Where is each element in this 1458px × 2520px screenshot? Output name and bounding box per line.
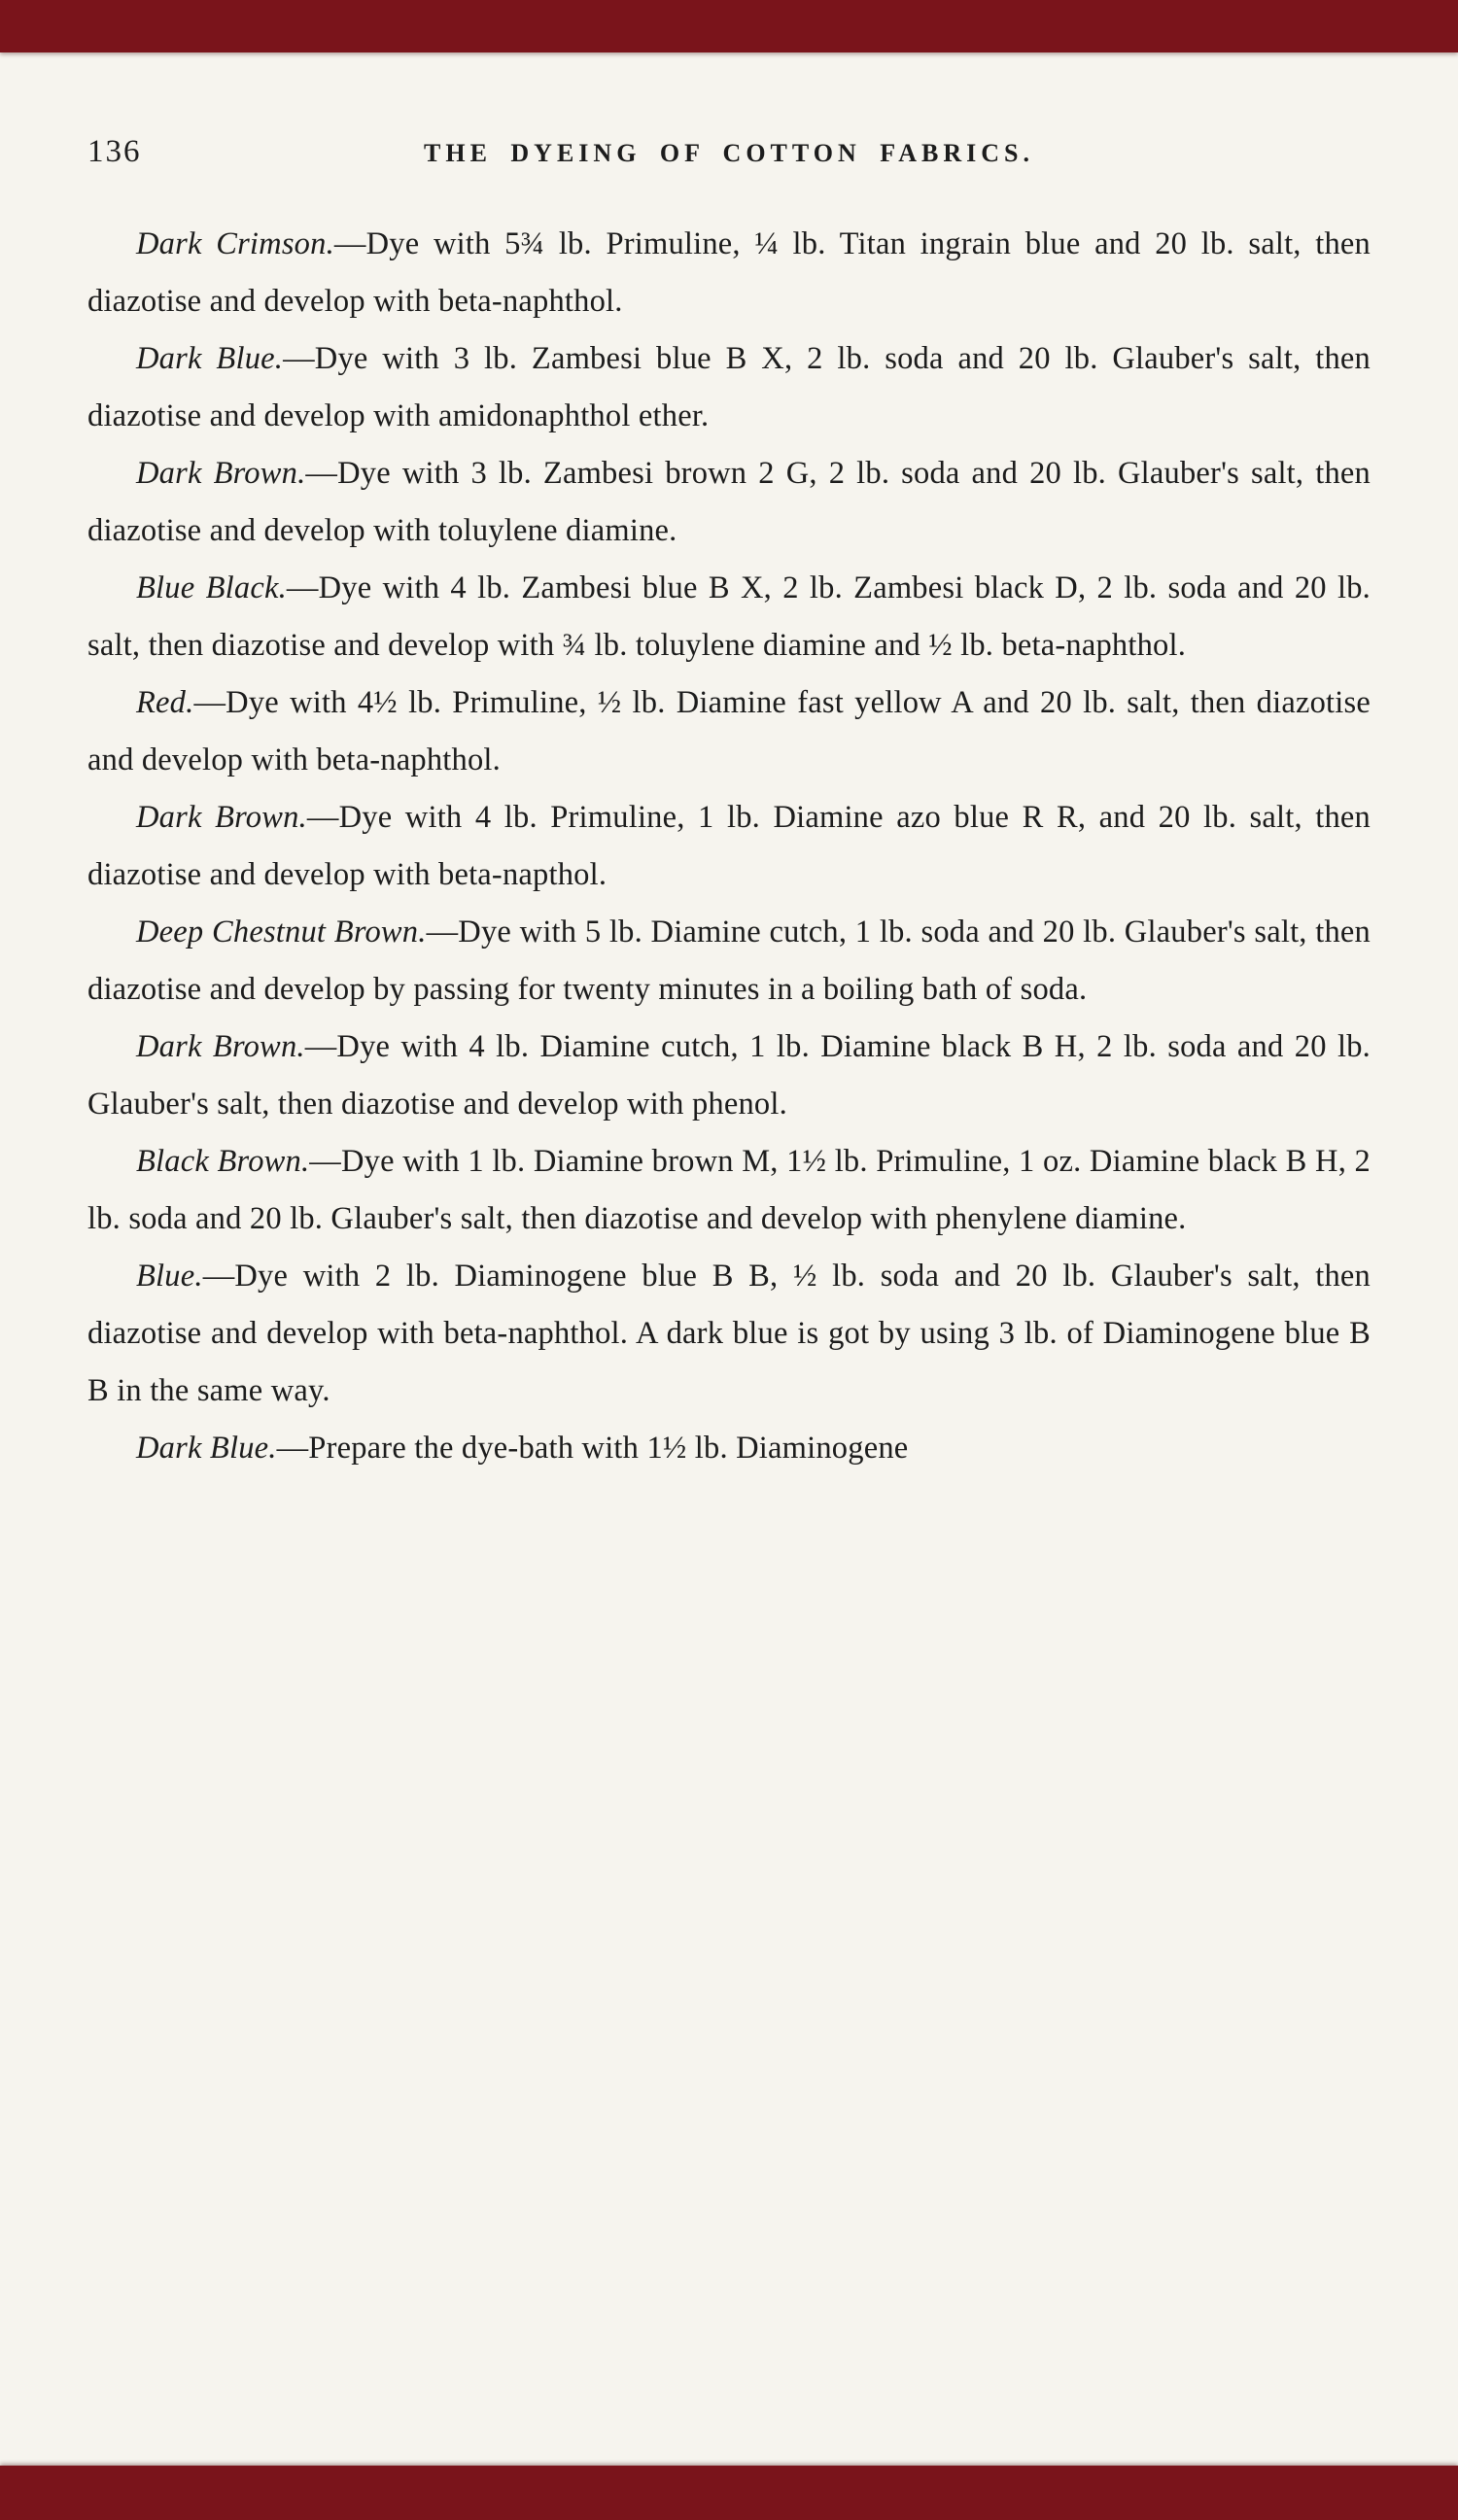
recipe-paragraph: [87, 674, 1371, 789]
top-red-band: [0, 0, 1458, 52]
recipe-text: —Prepare the dye-bath with 1½ lb. Diaminogene: [276, 1431, 909, 1466]
dye-name: Blue Black.: [136, 570, 287, 605]
recipe-paragraph: [87, 216, 1371, 330]
dye-name: Dark Crimson.: [136, 226, 334, 261]
recipe-paragraph: [87, 330, 1371, 445]
recipe-paragraph: [87, 560, 1371, 674]
recipe-text: —Dye with 5 lb. Diamine cutch, 1 lb. soda and 20 lb. Glauber's salt, then diazotise and develop by passing for twenty minutes in a boiling bath of soda.: [87, 915, 1371, 1007]
recipe-text: —Dye with 1 lb. Diamine brown M, 1½ lb. Primuline, 1 oz. Diamine black B H, 2 lb. soda and 20 lb. Glauber's salt, then diazotise and develop with phenylene diamine.: [87, 1144, 1371, 1236]
recipe-text: —Dye with 4 lb. Diamine cutch, 1 lb. Diamine black B H, 2 lb. soda and 20 lb. Glauber's salt, then diazotise and develop with phenol.: [87, 1029, 1371, 1122]
recipe-text: —Dye with 3 lb. Zambesi brown 2 G, 2 lb. soda and 20 lb. Glauber's salt, then diazotise and develop with toluylene diamine.: [87, 456, 1371, 548]
recipe-text: —Dye with 4½ lb. Primuline, ½ lb. Diamine fast yellow A and 20 lb. salt, then diazotise and develop with beta-naphthol.: [87, 685, 1371, 777]
dye-name: Deep Chestnut Brown.: [136, 915, 427, 949]
recipe-paragraph: [87, 445, 1371, 560]
recipe-text: —Dye with 4 lb. Primuline, 1 lb. Diamine azo blue R R, and 20 lb. salt, then diazotise and develop with beta-napthol.: [87, 800, 1371, 892]
dye-name: Dark Brown.: [136, 1029, 305, 1064]
running-header: THE DYEING OF COTTON FABRICS.: [424, 139, 1034, 167]
dye-name: Red.: [136, 685, 194, 720]
recipe-paragraph: [87, 1248, 1371, 1420]
dye-name: Black Brown.: [136, 1144, 310, 1179]
bottom-red-band: [0, 2466, 1458, 2520]
recipe-text: —Dye with 2 lb. Diaminogene blue B B, ½ lb. soda and 20 lb. Glauber's salt, then diazotise and develop with beta-naphthol. A dark blue is got by using 3 lb. of Diaminogene blue B B in the same way.: [87, 1259, 1371, 1408]
recipe-paragraph: [87, 1018, 1371, 1133]
dye-name: Dark Brown.: [136, 456, 306, 491]
recipe-text: —Dye with 4 lb. Zambesi blue B X, 2 lb. Zambesi black D, 2 lb. soda and 20 lb. salt, then diazotise and develop with ¾ lb. toluylene diamine and ½ lb. beta-naphthol.: [87, 570, 1371, 663]
recipe-paragraph: [87, 789, 1371, 904]
recipe-paragraph: [87, 1133, 1371, 1248]
dye-name: Blue.: [136, 1259, 203, 1294]
recipe-text: —Dye with 3 lb. Zambesi blue B X, 2 lb. soda and 20 lb. Glauber's salt, then diazotise and develop with amidonaphthol ether.: [87, 341, 1371, 433]
recipe-paragraph: [87, 904, 1371, 1018]
page-header: [87, 134, 1371, 177]
page-body: [87, 216, 1371, 1477]
page-number: 136: [87, 134, 142, 169]
recipe-paragraph: [87, 1420, 1371, 1477]
dye-name: Dark Blue.: [136, 341, 284, 376]
dye-name: Dark Blue.: [136, 1431, 277, 1466]
dye-name: Dark Brown.: [136, 800, 307, 835]
recipe-text: —Dye with 5¾ lb. Primuline, ¼ lb. Titan ingrain blue and 20 lb. salt, then diazotise and develop with beta-naphthol.: [87, 226, 1371, 319]
